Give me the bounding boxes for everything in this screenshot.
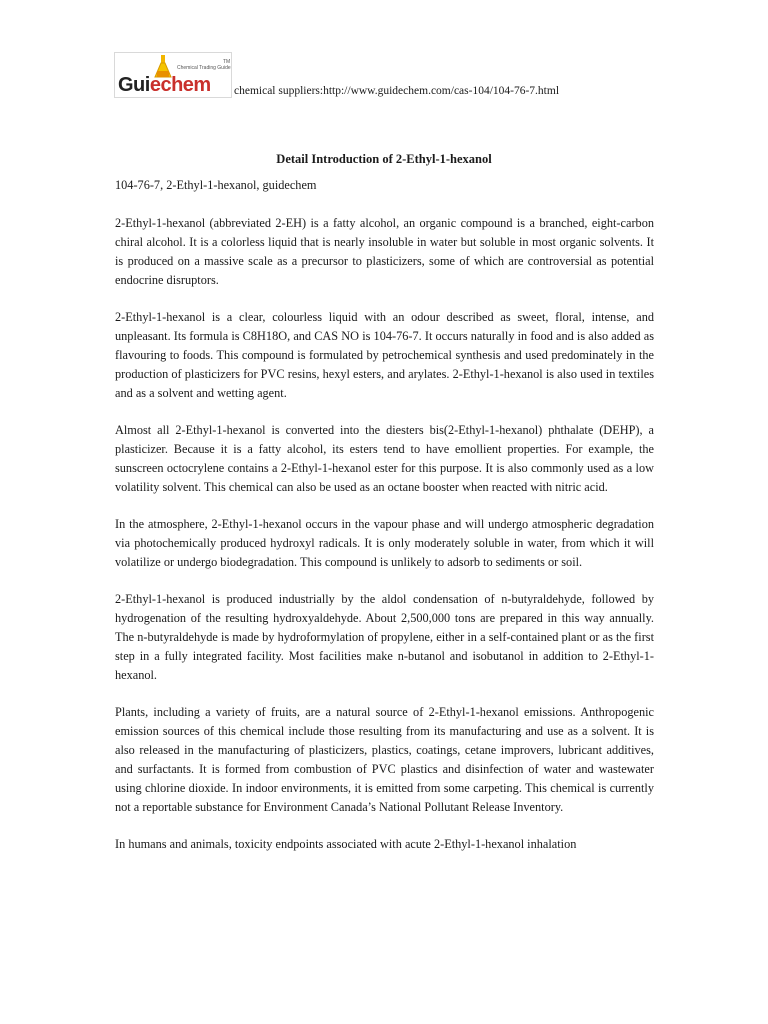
guidechem-logo (114, 52, 232, 98)
logo-trademark: TM (223, 59, 231, 65)
logo-wordmark (118, 75, 211, 95)
page-header (114, 52, 559, 98)
paragraph-atmosphere: In the atmosphere, 2-Ethyl-1-hexanol occurs in the vapour phase and will undergo atmospheric degradation via photochemically produced hydroxyl radicals. It is only moderately soluble in water, from which it will volatilize or undergo biodegradation. This compound is unlikely to adsorb to sediments or soil. (115, 517, 654, 569)
document-title: Detail Introduction of 2-Ethyl-1-hexanol (276, 152, 492, 166)
logo-word-part1: Gui (118, 74, 150, 96)
keywords-line: 104-76-7, 2-Ethyl-1-hexanol, guidechem (115, 178, 317, 192)
logo-tagline: Chemical Trading Guide (177, 65, 231, 71)
paragraph-intro: 2-Ethyl-1-hexanol (abbreviated 2-EH) is a fatty alcohol, an organic compound is a branched, eight-carbon chiral alcohol. It is a colorless liquid that is nearly insoluble in water but soluble in most organic solvents. It is produced on a massive scale as a precursor to plasticizers, some of which are controversial as potential endocrine disruptors. (115, 216, 654, 287)
paragraph-properties: 2-Ethyl-1-hexanol is a clear, colourless liquid with an odour described as sweet, floral, intense, and unpleasant. Its formula is C8H18O, and CAS NO is 104-76-7. It occurs naturally in food and is also added as flavouring to foods. This compound is formulated by petrochemical synthesis and used predominately in the production of plasticizers for PVC resins, hexyl esters, and arylates. 2-Ethyl-1-hexanol is also used in textiles and as a solvent and wetting agent. (115, 310, 654, 400)
paragraph-production: 2-Ethyl-1-hexanol is produced industrially by the aldol condensation of n-butyraldehyde, followed by hydrogenation of the resulting hydroxyaldehyde. About 2,500,000 tons are prepared in this way annually. The n-butyraldehyde is made by hydroformylation of propylene, either in a self-contained plant or as the first step in a fully integrated facility. Most facilities make n-butanol and isobutanol in addition to 2-Ethyl-1-hexanol. (115, 592, 654, 682)
paragraph-uses: Almost all 2-Ethyl-1-hexanol is converted into the diesters bis(2-Ethyl-1-hexanol) phthalate (DEHP), a plasticizer. Because it is a fatty alcohol, its esters tend to have emollient properties. For example, the sunscreen octocrylene contains a 2-Ethyl-1-hexanol ester for this purpose. It is also commonly used as a low volatility solvent. This chemical can also be used as an octane booster when reacted with nitric acid. (115, 423, 654, 494)
supplier-link[interactable]: chemical suppliers:http://www.guidechem.com/cas-104/104-76-7.html (234, 85, 560, 97)
document-body (115, 176, 654, 872)
paragraph-sources: Plants, including a variety of fruits, are a natural source of 2-Ethyl-1-hexanol emissions. Anthropogenic emission sources of this chemical include those resulting from its manufacturing and use as a solvent. It is also released in the manufacturing of plasticizers, plastics, coatings, cetane improvers, lubricant additives, and surfactants. It is formed from combustion of PVC plastics and disinfection of water and wastewater using chlorine dioxide. In indoor environments, it is emitted from some carpeting. This chemical is currently not a reportable substance for Environment Canada’s National Pollutant Release Inventory. (115, 705, 654, 814)
logo-word-part2: echem (149, 74, 211, 96)
paragraph-toxicity: In humans and animals, toxicity endpoints associated with acute 2-Ethyl-1-hexanol inhalation (115, 837, 577, 851)
